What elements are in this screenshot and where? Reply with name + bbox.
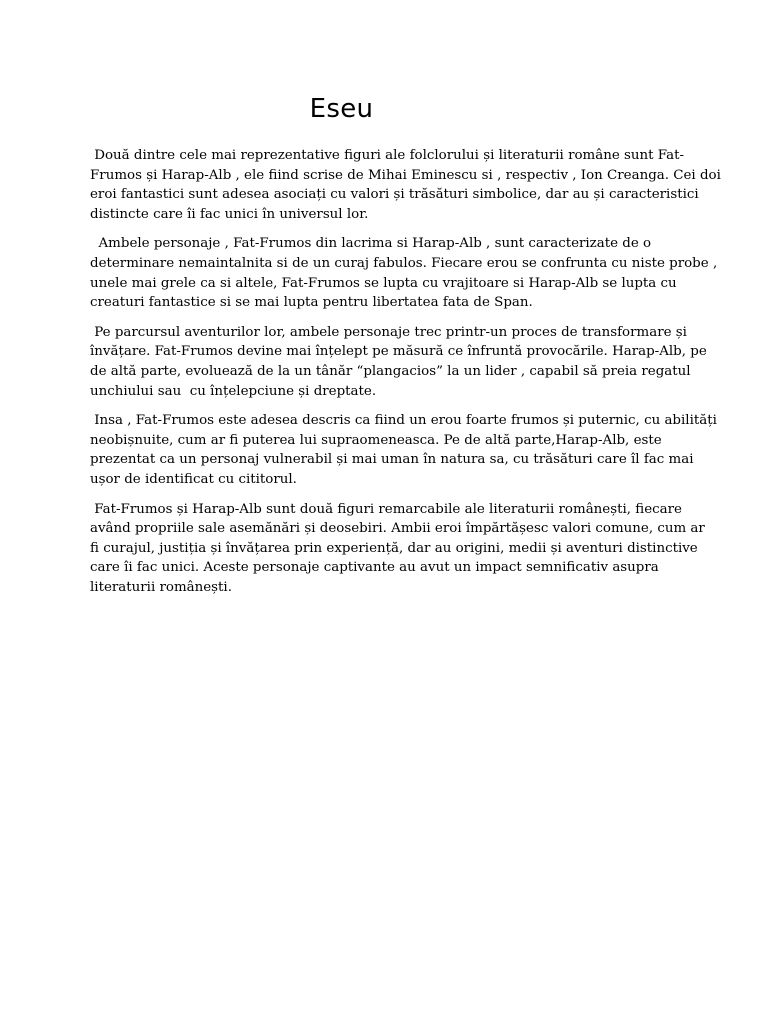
text-line: Frumos și Harap-Alb , ele fiind scrise de Mihai Eminescu si , respectiv , Ion Creanga. Cei doi <box>90 167 721 183</box>
paragraph <box>90 234 718 312</box>
text-line: având propriile sale asemănări și deosebiri. Ambii eroi împărtășesc valori comune, cum ar <box>90 521 705 537</box>
text-line: fi curajul, justiția și învățarea prin experiență, dar au origini, medii și aventuri distinctive <box>90 540 698 556</box>
text-line: unele mai grele ca si altele, Fat-Frumos se lupta cu vrajitoare si Harap-Alb se lupta cu <box>90 275 677 291</box>
text-line: prezentat ca un personaj vulnerabil și mai uman în natura sa, cu trăsături care îl fac mai <box>90 452 694 468</box>
text-line: Două dintre cele mai reprezentative figuri ale folclorului și literaturii române sunt Fat- <box>90 148 685 163</box>
text-line: învățare. Fat-Frumos devine mai înțelept pe măsură ce înfruntă provocările. Harap-Alb, pe <box>90 344 707 360</box>
paragraph <box>90 323 707 401</box>
paragraph <box>90 411 717 489</box>
paragraph <box>90 146 721 224</box>
text-line: determinare nemaintalnita si de un curaj fabulos. Fiecare erou se confrunta cu niste probe , <box>90 255 718 271</box>
essay-body <box>90 146 721 607</box>
paragraph <box>90 500 705 598</box>
text-line: unchiului sau cu înțelepciune și dreptate. <box>90 383 377 399</box>
text-line: creaturi fantastice si se mai lupta pentru libertatea fata de Span. <box>90 295 533 311</box>
text-line: care îi fac unici. Aceste personaje captivante au avut un impact semnificativ asupra <box>90 560 659 576</box>
text-line: Pe parcursul aventurilor lor, ambele personaje trec printr-un proces de transformare și <box>90 324 687 340</box>
text-line: Insa , Fat-Frumos este adesea descris ca fiind un erou foarte frumos și puternic, cu abilități <box>90 413 717 429</box>
text-line: eroi fantastici sunt adesea asociați cu valori și trăsături simbolice, dar au și caracteristici <box>90 187 699 203</box>
text-line: distincte care îi fac unici în universul lor. <box>90 206 369 222</box>
text-line: neobișnuite, cum ar fi puterea lui supraomeneasca. Pe de altă parte,Harap-Alb, este <box>90 432 662 448</box>
text-line: de altă parte, evoluează de la un tânăr “plangacios” la un lider , capabil să preia regatul <box>90 363 691 379</box>
text-line: Fat-Frumos și Harap-Alb sunt două figuri remarcabile ale literaturii românești, fiecare <box>90 501 682 517</box>
text-line: literaturii românești. <box>90 579 232 595</box>
document-title: Eseu <box>309 94 374 124</box>
text-line: ușor de identificat cu cititorul. <box>90 471 297 487</box>
text-line: Ambele personaje , Fat-Frumos din lacrima si Harap-Alb , sunt caracterizate de o <box>90 236 652 252</box>
